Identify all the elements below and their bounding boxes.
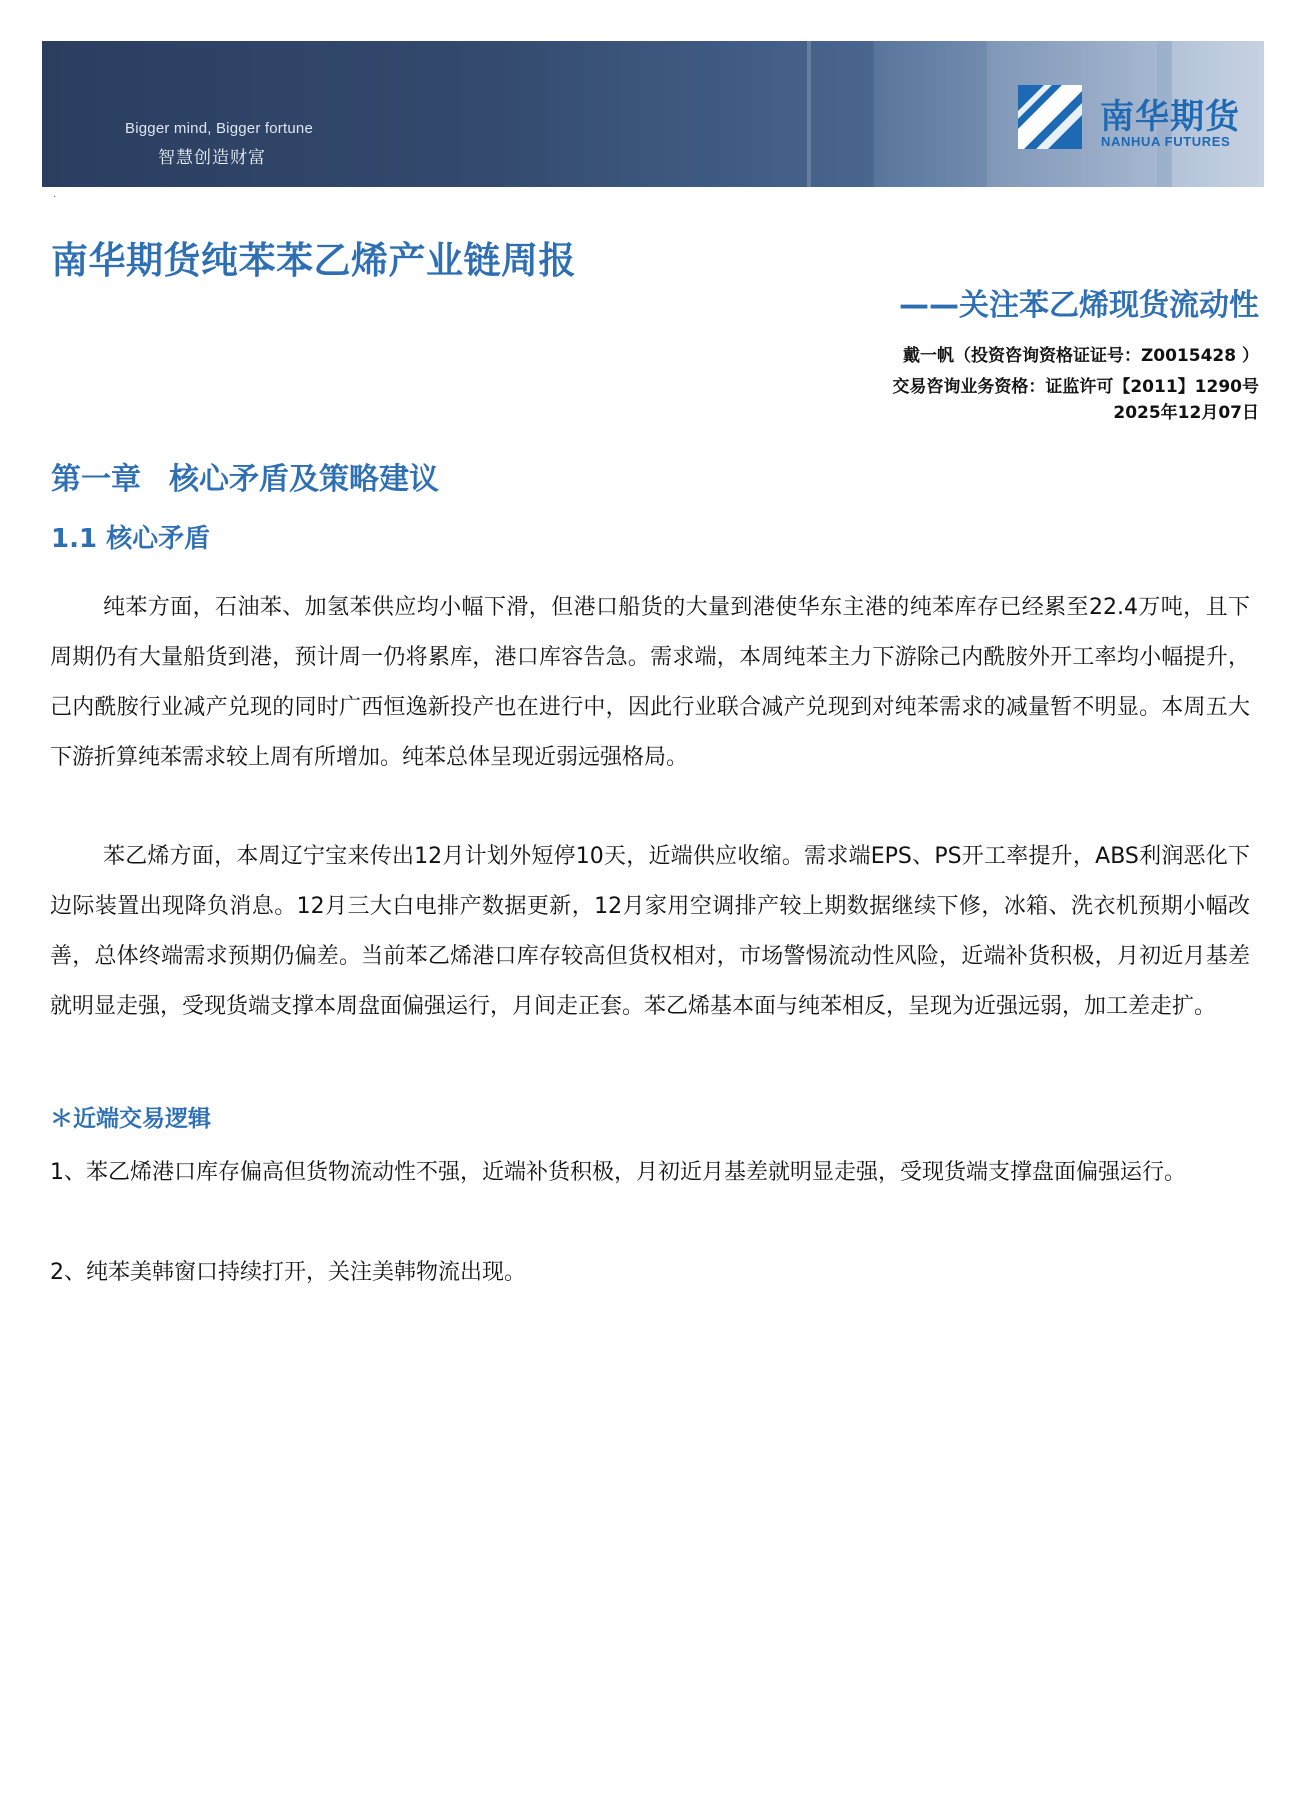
logo-text-chinese: 南华期货 xyxy=(1100,97,1240,137)
trading-logic-heading: ＊近端交易逻辑 xyxy=(50,1106,211,1132)
section-heading: 1.1 核心矛盾 xyxy=(51,524,211,554)
chapter-heading xyxy=(51,454,439,498)
license-line: 交易咨询业务资格：证监许可【2011】1290号 xyxy=(892,377,1259,397)
nanhua-logo-icon xyxy=(1018,85,1082,149)
list-item: 1、苯乙烯港口库存偏高但货物流动性不强，近端补货积极，月初近月基差就明显走强，受现货端支撑盘面偏强运行。 xyxy=(50,1160,1187,1185)
chapter-title: 核心矛盾及策略建议 xyxy=(169,462,439,497)
report-title: 南华期货纯苯苯乙烯产业链周报 xyxy=(51,239,576,282)
banner-divider xyxy=(807,41,811,187)
report-subtitle: ——关注苯乙烯现货流动性 xyxy=(899,288,1259,323)
slogan-chinese: 智慧创造财富 xyxy=(158,148,266,168)
list-item: 2、纯苯美韩窗口持续打开，关注美韩物流出现。 xyxy=(50,1260,526,1285)
paragraph-benzene: 纯苯方面，石油苯、加氢苯供应均小幅下滑，但港口船货的大量到港使华东主港的纯苯库存已经累至22.4万吨，且下周期仍有大量船货到港，预计周一仍将累库，港口库容告急。需求端，本周纯苯主力下游除己内酰胺外开工率均小幅提升，己内酰胺行业减产兑现的同时广西恒逸新投产也在进行中，因此行业联合减产兑现到对纯苯需求的减量暂不明显。本周五大下游折算纯苯需求较上周有所增加。纯苯总体呈现近弱远强格局。 xyxy=(50,595,1250,770)
slogan-english: Bigger mind, Bigger fortune xyxy=(125,120,314,137)
paragraph-styrene: 苯乙烯方面，本周辽宁宝来传出12月计划外短停10天，近端供应收缩。需求端EPS、PS开工率提升，ABS利润恶化下边际装置出现降负消息。12月三大白电排产数据更新，12月家用空调排产较上期数据继续下修，冰箱、洗衣机预期小幅改善，总体终端需求预期仍偏差。当前苯乙烯港口库存较高但货权相对，市场警惕流动性风险，近端补货积极，月初近月基差就明显走强，受现货端支撑本周盘面偏强运行，月间走正套。苯乙烯基本面与纯苯相反，呈现为近强远弱，加工差走扩。 xyxy=(50,844,1250,1019)
chapter-number: 第一章 xyxy=(51,462,141,497)
author-line: 戴一帆（投资咨询资格证证号：Z0015428 ） xyxy=(902,346,1259,366)
dot-mark: · xyxy=(53,192,57,203)
header-banner xyxy=(42,41,1264,187)
report-date: 2025年12月07日 xyxy=(1113,403,1259,423)
logo-text-english: NANHUA FUTURES xyxy=(1101,134,1231,149)
